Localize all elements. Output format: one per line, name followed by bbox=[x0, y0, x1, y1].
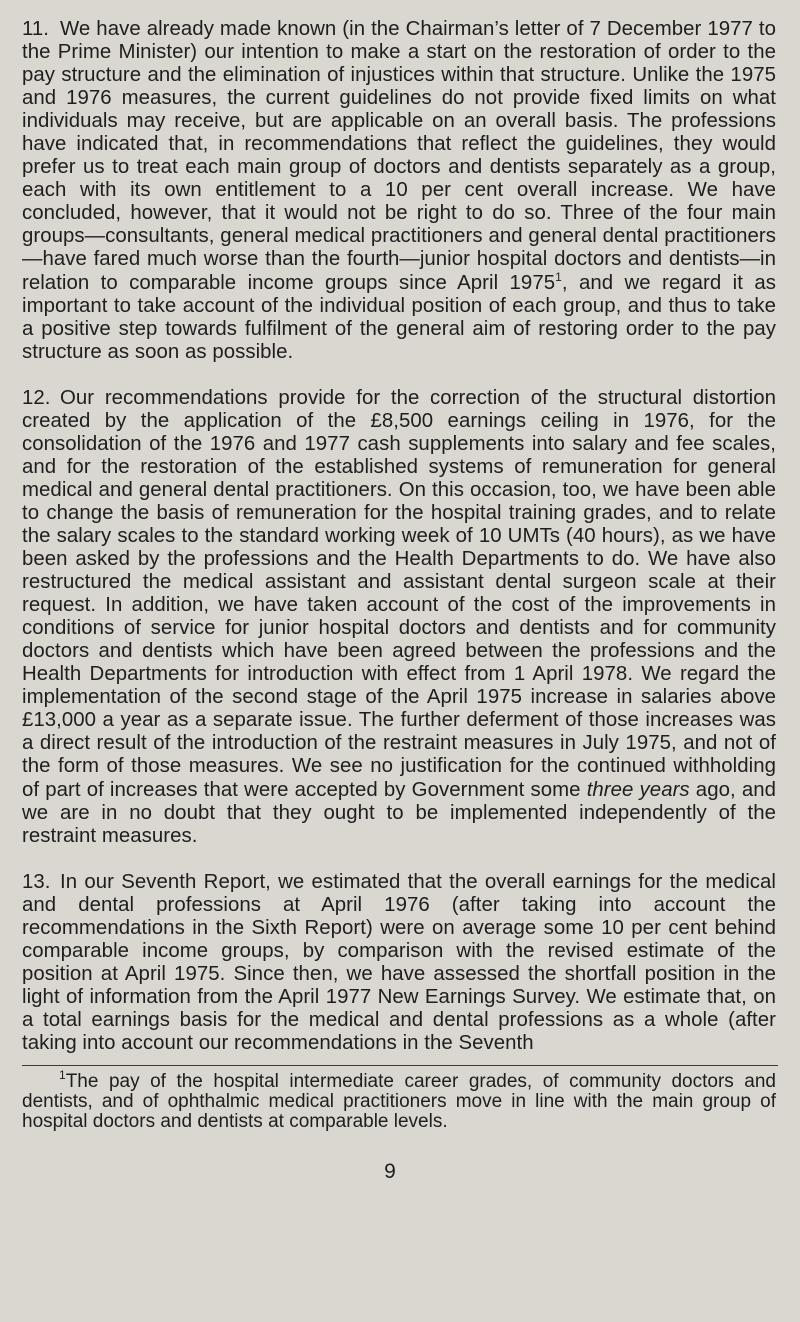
footnote bbox=[22, 1068, 776, 1133]
page-number: 9 bbox=[384, 1160, 396, 1183]
paragraph-text: We have already made known (in the Chairman’s letter of 7 December 1977 to the Prime Minister) our intention to make a start on the restoration of order to the pay structure and the elimination of injustices within that structure. Unlike the 1975 and 1976 measures, the current guidelines do not provide fixed limits on what individuals may receive, but are applicable on an overall basis. The professions have indicated that, in recommendations that reflect the guidelines, they would prefer us to treat each main group of doctors and dentists separately as a group, each with its own entitlement to a 10 per cent overall increase. We have concluded, however, that it would not be right to do so. Three of the four main groups—consultants, general medical practitioners and general dental practitioners—have fared much worse than the fourth—junior hospital doctors and dentists—in relation to comparable income groups since April 1975 bbox=[22, 18, 776, 294]
paragraph-13 bbox=[22, 871, 776, 1055]
paragraph-text: Our recommendations provide for the correction of the structural distortion created by the application of the £8,500 earnings ceiling in 1976, for the consolidation of the 1976 and 1977 cash supplements into salary and fee scales, and for the restoration of the established systems of remuneration for general medical and general dental practitioners. On this occasion, too, we have been able to change the basis of remuneration for the hospital training grades, and to relate the salary scales to the standard working week of 10 UMTs (40 hours), as we have been asked by the professions and the Health Departments to do. We have also restructured the medical assistant and assistant dental surgeon scale at their request. In addition, we have taken account of the cost of the improvements in conditions of service for junior hospital doctors and dentists and for community doctors and dentists which have been agreed between the professions and the Health Departments for introduction with effect from 1 April 1978. We regard the implementation of the second stage of the April 1975 increase in salaries above £13,000 a year as a separate issue. The further deferment of those increases was a direct result of the introduction of the restraint measures in July 1975, and not of the form of those measures. We see no justification for the continued withholding of part of increases that were accepted by Government some bbox=[22, 386, 776, 801]
paragraph-number: 12. bbox=[22, 386, 51, 409]
paragraph-text: In our Seventh Report, we estimated that the overall earnings for the medical and dental professions at April 1976 (after taking into account the recommendations in the Sixth Report) were on average some 10 per cent behind comparable income groups, by comparison with the revised estimate of the position at April 1975. Since then, we have assessed the shortfall position in the light of information from the April 1977 New Earnings Survey. We estimate that, on a total earnings basis for the medical and dental professions as a whole (after taking into account our recommendations in the Seventh bbox=[22, 870, 776, 1054]
paragraph-number: 11. bbox=[22, 18, 49, 40]
footnote-text: The pay of the hospital intermediate career grades, of community doctors and dentists, and of ophthalmic medical practitioners move in line with the main group of hospital doctors and dentists at comparable levels. bbox=[22, 1071, 776, 1133]
paragraph-text-continued: , and we regard it as important to take account of the individual position of each group, and thus to take a positive step towards fulfilment of the general aim of restoring order to the pay structure as soon as possible. bbox=[22, 271, 776, 363]
paragraph-text-continued: ago, and we are in no doubt that they ought to be implemented independently of the restraint measures. bbox=[22, 778, 776, 847]
footnote-reference: 1 bbox=[555, 269, 562, 284]
footnote-divider bbox=[22, 1065, 778, 1066]
paragraph-number: 13. bbox=[22, 870, 51, 893]
emphasized-text: three years bbox=[586, 778, 690, 801]
paragraph-12 bbox=[22, 387, 776, 848]
footnote-marker: 1 bbox=[59, 1068, 66, 1083]
paragraph-11 bbox=[22, 18, 776, 364]
